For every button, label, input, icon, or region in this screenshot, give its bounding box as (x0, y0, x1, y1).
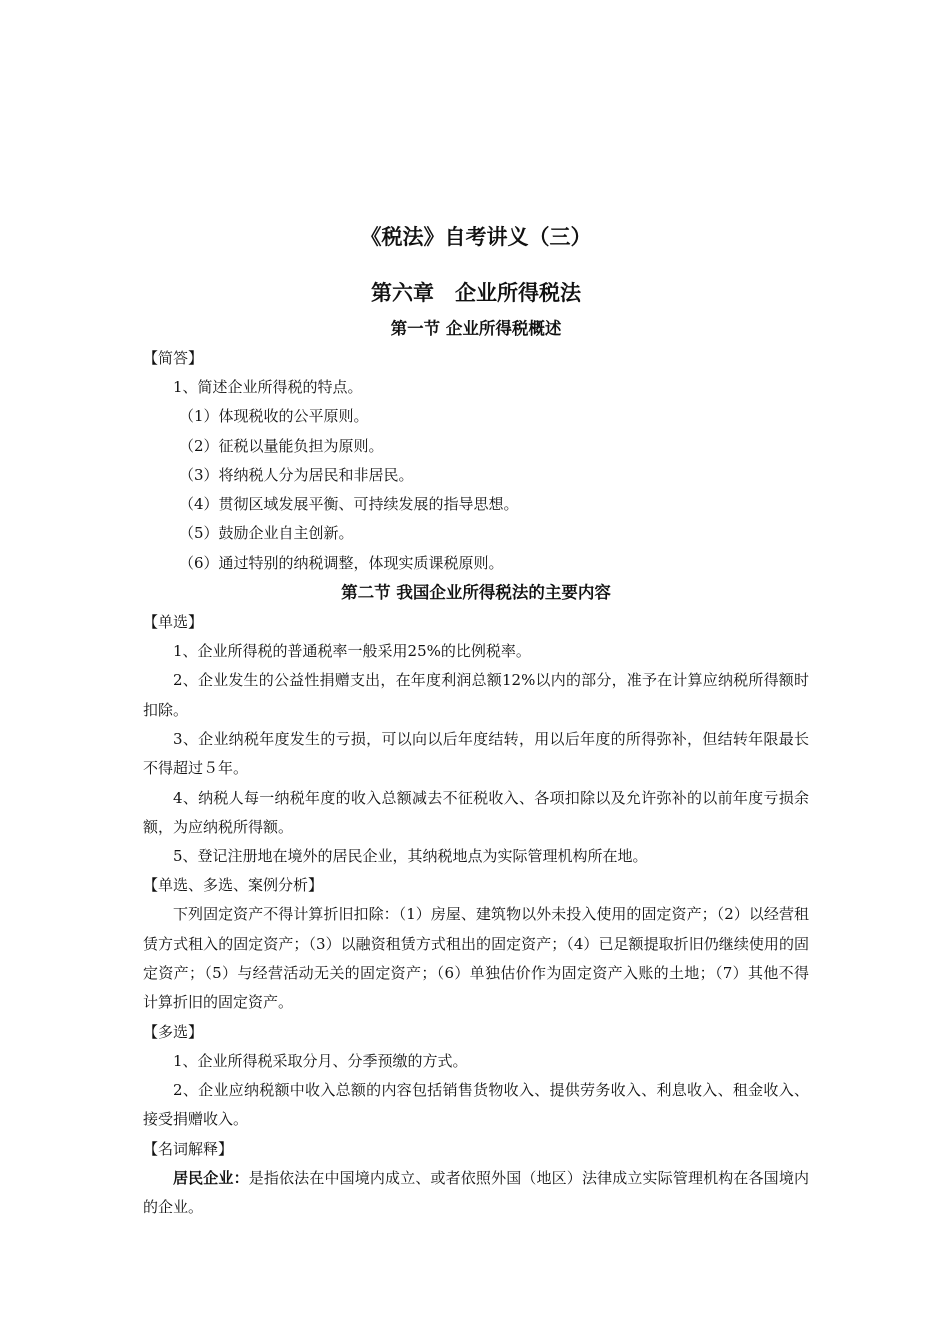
single-choice-label: 【单选】 (143, 613, 204, 632)
document-content (143, 222, 809, 1222)
glossary-definition: 是指依法在中国境内成立、或者依照外国（地区）法律成立实际管理机构在各国境内的企业。 (143, 1168, 809, 1216)
section-1-title: 第一节 企业所得税概述 (390, 319, 562, 338)
feature-point: （1）体现税收的公平原则。 (179, 407, 369, 426)
mixed-question-label: 【单选、多选、案例分析】 (143, 876, 324, 895)
single-choice-item: 1、企业所得税的普通税率一般采用25%的比例税率。 (173, 642, 531, 661)
multi-choice-item: 1、企业所得税采取分月、分季预缴的方式。 (173, 1051, 468, 1070)
glossary-label: 【名词解释】 (143, 1139, 234, 1158)
section-2-title: 第二节 我国企业所得税法的主要内容 (341, 583, 611, 603)
feature-point: （2）征税以量能负担为原则。 (179, 436, 384, 455)
single-choice-item: 2、企业发生的公益性捐赠支出，在年度利润总额12%以内的部分，准予在计算应纳税所得额时扣除。 (143, 671, 809, 719)
short-answer-question: 1、简述企业所得税的特点。 (173, 378, 363, 396)
feature-point: （6）通过特别的纳税调整，体现实质课税原则。 (179, 553, 504, 572)
multi-choice-label: 【多选】 (143, 1022, 204, 1041)
chapter-title: 第六章 企业所得税法 (371, 281, 581, 305)
glossary-term: 居民企业： (173, 1168, 249, 1187)
multi-choice-item: 2、企业应纳税额中收入总额的内容包括销售货物收入、提供劳务收入、利息收入、租金收入、接受捐赠收入。 (143, 1080, 809, 1129)
feature-point: （3）将纳税人分为居民和非居民。 (179, 465, 414, 484)
document-title: 《税法》自考讲义（三） (360, 225, 592, 249)
feature-point: （4）贯彻区域发展平衡、可持续发展的指导思想。 (179, 495, 519, 514)
feature-point: （5）鼓励企业自主创新。 (179, 524, 354, 543)
single-choice-item: 5、登记注册地在境外的居民企业，其纳税地点为实际管理机构所在地。 (173, 847, 648, 866)
mixed-question-text: 下列固定资产不得计算折旧扣除：（1）房屋、建筑物以外未投入使用的固定资产；（2）以经营租赁方式租入的固定资产；（3）以融资租赁方式租出的固定资产；（4）已足额提取折旧仍继续使用的固定资产；（5）与经营活动无关的固定资产；（6）单独估价作为固定资产入账的土地；（7）其他不得计算折旧的固定资产。 (143, 905, 809, 1012)
single-choice-item: 4、纳税人每一纳税年度的收入总额减去不征税收入、各项扣除以及允许弥补的以前年度亏损余额，为应纳税所得额。 (143, 788, 809, 836)
short-answer-label: 【简答】 (143, 349, 204, 367)
single-choice-item: 3、企业纳税年度发生的亏损，可以向以后年度结转，用以后年度的所得弥补，但结转年限最长不得超过５年。 (143, 729, 809, 778)
glossary-entry (143, 1164, 809, 1223)
